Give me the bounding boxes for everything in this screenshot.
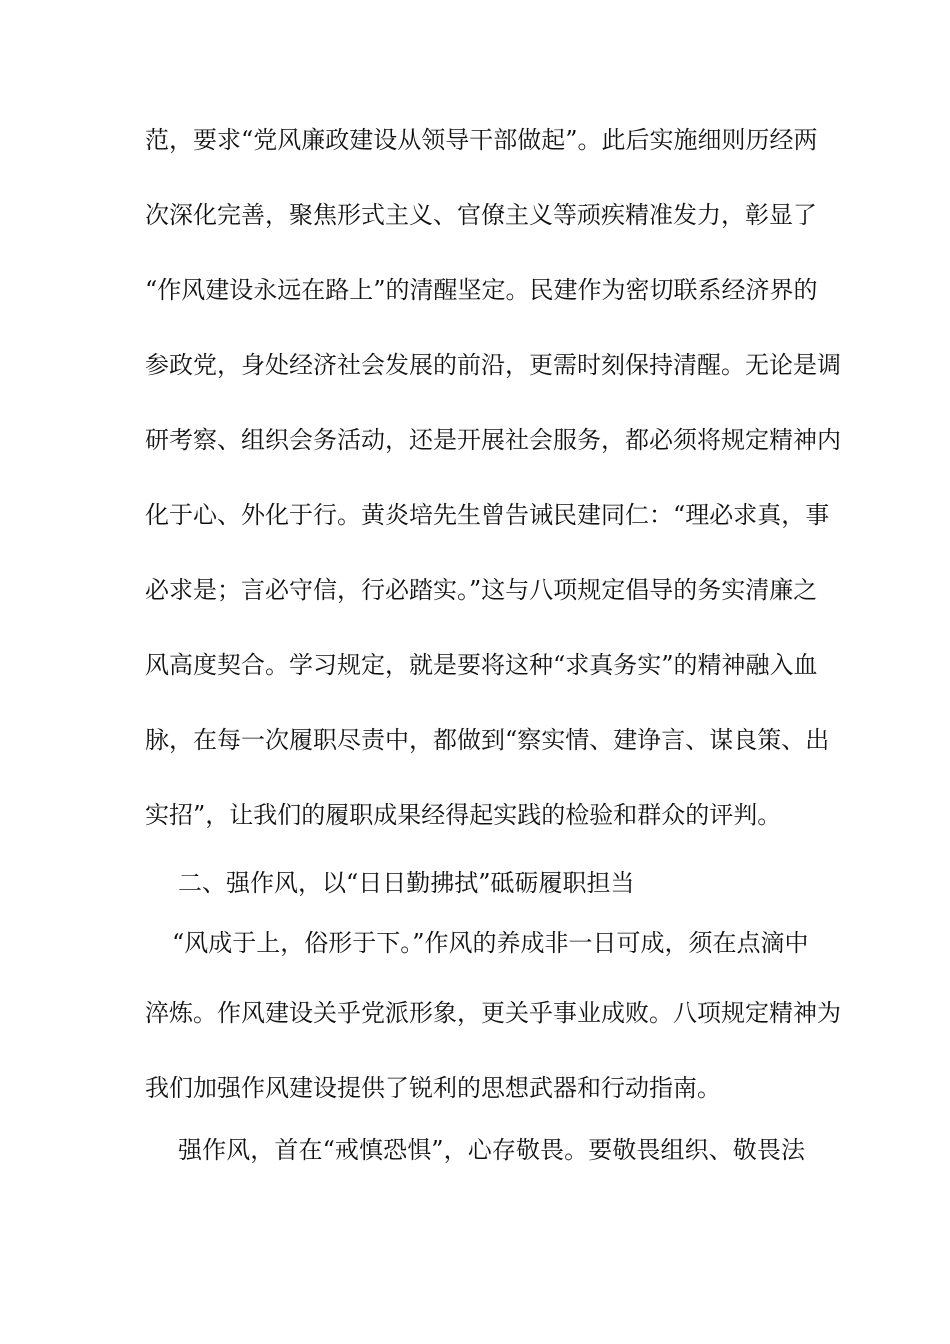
paragraph-1-line: 风高度契合。学习规定，就是要将这种“求真务实”的精神融入血 xyxy=(145,651,818,679)
paragraph-1-line: 次深化完善，聚焦形式主义、官僚主义等顽疾精准发力，彰显了 xyxy=(145,201,817,229)
paragraph-1-line: 范，要求“党风廉政建设从领导干部做起”。此后实施细则历经两 xyxy=(145,126,818,154)
paragraph-1-line: 参政党，身处经济社会发展的前沿，更需时刻保持清醒。无论是调 xyxy=(145,351,841,379)
paragraph-1-line: 化于心、外化于行。黄炎培先生曾告诫民建同仁：“理必求真，事 xyxy=(145,501,830,529)
paragraph-1-line: “作风建设永远在路上”的清醒坚定。民建作为密切联系经济界的 xyxy=(145,276,818,304)
paragraph-1-line: 研考察、组织会务活动，还是开展社会服务，都必须将规定精神内 xyxy=(145,426,841,454)
paragraph-1-line: 实招”，让我们的履职成果经得起实践的检验和群众的评判。 xyxy=(145,801,782,829)
paragraph-1-line: 必求是；言必守信，行必踏实。”这与八项规定倡导的务实清廉之 xyxy=(145,576,818,604)
paragraph-1-line: 脉，在每一次履职尽责中，都做到“察实情、建诤言、谋良策、出 xyxy=(145,726,830,754)
paragraph-2-line: “风成于上，俗形于下。”作风的养成非一日可成，须在点滴中 xyxy=(172,929,809,957)
paragraph-3-line: 强作风，首在“戒慎恐惧”，心存敬畏。要敬畏组织、敬畏法 xyxy=(178,1136,805,1164)
section-heading: 二、强作风，以“日日勤拂拭”砥砺履职担当 xyxy=(178,869,635,897)
paragraph-2-line: 淬炼。作风建设关乎党派形象，更关乎事业成败。八项规定精神为 xyxy=(145,999,841,1027)
paragraph-2-line: 我们加强作风建设提供了锐利的思想武器和行动指南。 xyxy=(145,1074,721,1102)
